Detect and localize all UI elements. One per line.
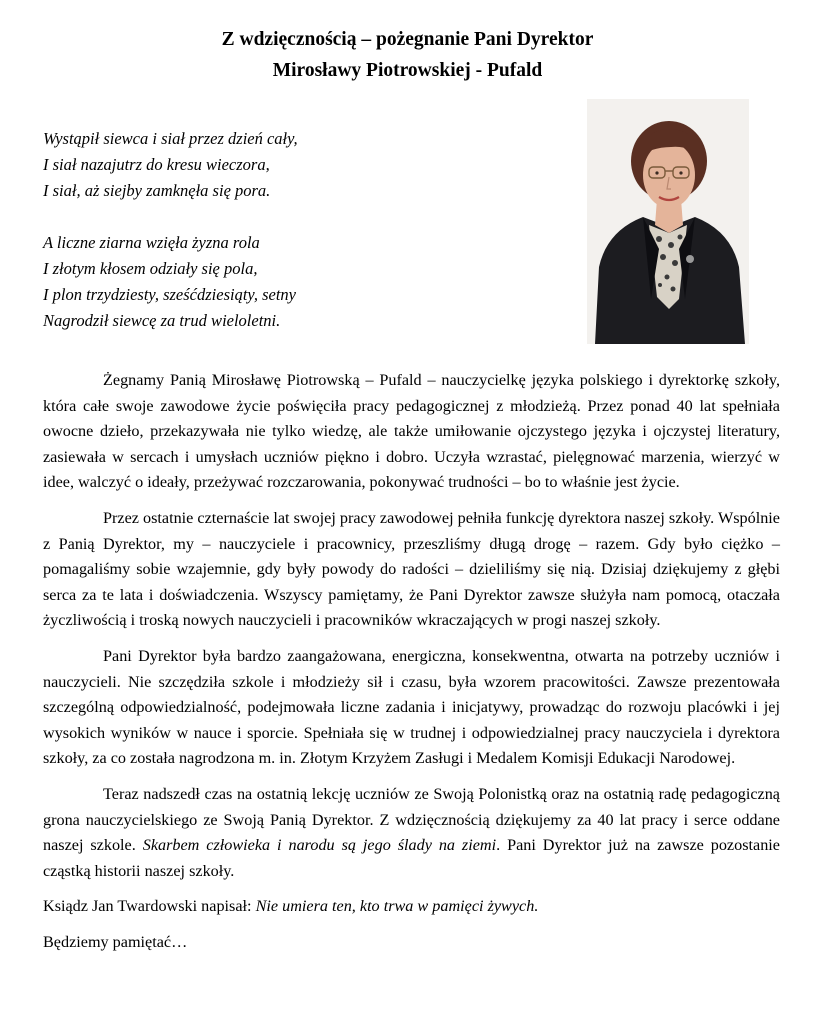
poem-line: Wystąpił siewca i siał przez dzień cały, [43,129,298,148]
portrait-photo [587,99,749,344]
title-line-1: Z wdzięcznością – pożegnanie Pani Dyrektor [221,29,594,50]
paragraph-2: Przez ostatnie czternaście lat swojej pracy zawodowej pełniła funkcję dyrektora naszej szkoły. Wspólnie z Panią Dyrektor, my – nauczyciele i pracownicy, przeszliśmy długą drogę – razem. Gdy było ciężko – pomagaliśmy sobie wzajemnie, gdy były powody do radości – dzieliliśmy się nią. Dzisiaj dziękujemy z głębi serca za te lata i doświadczenia. Wszyscy pamiętamy, że Pani Dyrektor zawsze służyła nam pomocą, otaczała życzliwością i troską nowych nauczycieli i pracowników wkraczających w progi naszej szkoły. [43,508,780,630]
brooch [686,255,694,263]
poem-line: I plon trzydziesty, sześćdziesiąty, setny [43,285,296,304]
page-title [0,24,815,86]
paragraph-4-text-start: Teraz nadszedł czas na ostatnią lekcję uczniów ze Swoją Polonistką oraz na ostatnią radę pedagogiczną grona nauczycielskiego ze Swoją Panią Dyrektor. Z wdzięcznością dziękujemy za 40 lat pracy i serce oddane naszej szkole. [43,784,780,855]
paragraph-3: Pani Dyrektor była bardzo zaangażowana, energiczna, konsekwentna, otwarta na potrzeby uczniów i nauczycieli. Nie szczędziła szkole i młodzieży sił i czasu, była wzorem pracowitości. Zawsze prezentowała szczególną odpowiedzialność, podejmowała liczne zadania i inicjatywy, prowadząc do rozwoju placówki i jej wysokich wyników w nauce i sporcie. Spełniała się w trudnej i odpowiedzialnej pracy nauczyciela i dyrektora szkoły, za co została nagrodzona m. in. Złotym Krzyżem Zasługi i Medalem Komisji Edukacji Narodowej. [43,646,780,768]
paragraph-5 [43,894,780,920]
poem-stanza-2 [43,230,563,334]
face [643,142,695,208]
paragraph-4 [43,782,780,884]
twardowski-quote: Nie umiera ten, kto trwa w pamięci żywych. [255,897,539,916]
paragraph-4-quote: Skarbem człowieka i narodu są jego ślady na ziemi [142,836,497,855]
portrait-illustration [587,99,749,344]
paragraph-4-text-end: . Pani Dyrektor już na zawsze pozostanie cząstką historii naszej szkoły. [43,836,780,880]
poem-stanza-1 [43,126,563,204]
closing-line: Będziemy pamiętać… [43,932,188,951]
poem-line: I złotym kłosem odziały się pola, [43,259,258,278]
poem-line: Nagrodził siewcę za trud wieloletni. [43,311,281,330]
paragraph-5-text: Ksiądz Jan Twardowski napisał: [43,897,256,916]
poem [43,126,563,334]
paragraph-1: Żegnamy Panią Mirosławę Piotrowską – Pufald – nauczycielkę języka polskiego i dyrektorkę szkoły, która całe swoje zawodowe życie poświęciła pracy pedagogicznej z młodzieżą. Przez ponad 40 lat spełniała owocne dzieło, przekazywała nie tylko wiedzę, ale także umiłowanie ojczystego języka i ojczystej literatury, zasiewała w sercach i umysłach uczniów piękno i dobro. Uczyła wzrastać, pielęgnować marzenia, wierzyć w idee, walczyć o ideały, przeżywać rozczarowania, pokonywać trudności – bo to właśnie jest życie. [43,371,780,492]
poem-line: A liczne ziarna wzięła żyzna rola [43,233,260,252]
poem-line: I siał nazajutrz do kresu wieczora, [43,155,270,174]
poem-line: I siał, aż siejby zamknęła się pora. [43,181,271,200]
article-body [43,368,780,965]
title-line-2: Mirosławy Piotrowskiej - Pufald [272,60,543,81]
